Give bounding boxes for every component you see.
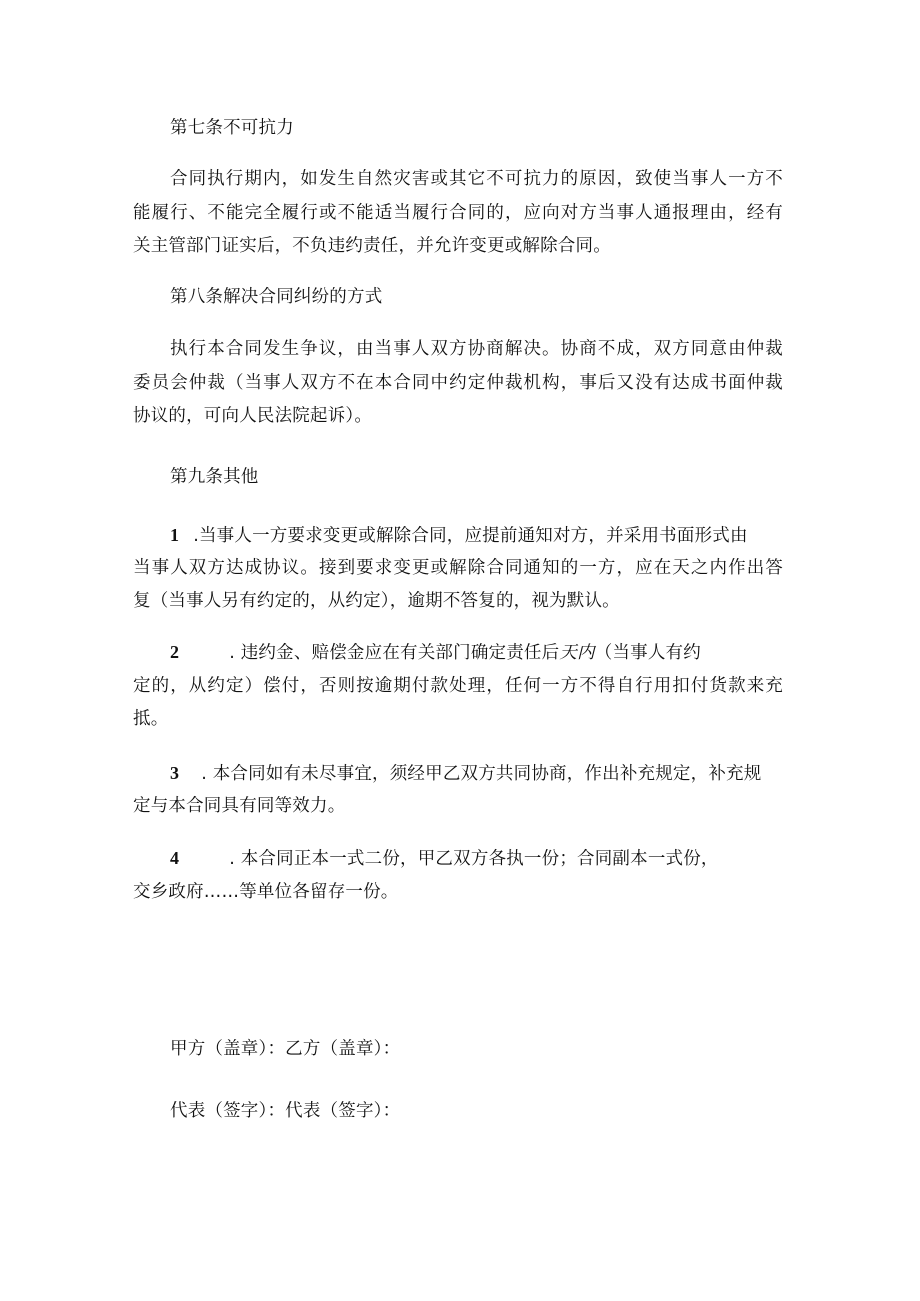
article7-line-2: 能履行、不能完全履行或不能适当履行合同的，应向对方当事人通报理由，经有 <box>133 203 783 223</box>
item2-line-2: 定的，从约定）偿付，否则按逾期付款处理，任何一方不得自行用扣付货款来充 <box>133 676 783 696</box>
item1-line-3: 复（当事人另有约定的，从约定），逾期不答复的，视为默认。 <box>133 591 620 611</box>
item1-number: 1 <box>170 525 180 545</box>
article8-line-2: 委员会仲裁（当事人双方不在本合同中约定仲裁机构，事后又没有达成书面仲裁 <box>133 373 783 393</box>
item2-first-line <box>170 635 783 670</box>
item3-line-2: 定与本合同具有同等效力。 <box>133 796 346 816</box>
item3-first-line <box>170 756 783 791</box>
article8-heading: 第八条解决合同纠纷的方式 <box>170 287 383 307</box>
article8-line-1: 执行本合同发生争议，由当事人双方协商解决。协商不成，双方同意由仲裁 <box>170 339 783 359</box>
item2-line-3: 抵。 <box>133 709 169 729</box>
item1-first-line <box>170 518 783 553</box>
item4-line-2: 交乡政府……等单位各留存一份。 <box>133 882 399 902</box>
item2-first-text-italic: 天内 <box>559 643 595 663</box>
item3-number: 3 <box>170 763 180 783</box>
sign-line: 代表（签字）：代表（签字）： <box>170 1101 401 1121</box>
item2-first-text-b: （当事人有约 <box>594 643 701 663</box>
item3-first-text: . 本合同如有未尽事宜，须经甲乙双方共同协商，作出补充规定，补充规 <box>201 764 762 784</box>
seal-line: 甲方（盖章）：乙方（盖章）： <box>170 1039 401 1059</box>
item4-first-line <box>170 841 783 876</box>
article7-heading: 第七条不可抗力 <box>170 118 294 138</box>
article9-heading: 第九条其他 <box>170 467 259 487</box>
item2-number: 2 <box>170 642 180 662</box>
article7-line-1: 合同执行期内，如发生自然灾害或其它不可抗力的原因，致使当事人一方不 <box>170 169 783 189</box>
item1-line-2: 当事人双方达成协议。接到要求变更或解除合同通知的一方，应在天之内作出答 <box>133 558 783 578</box>
item4-first-text: . 本合同正本一式二份，甲乙双方各执一份；合同副本一式份， <box>229 849 719 869</box>
item2-first-text-a: . 违约金、赔偿金应在有关部门确定责任后 <box>229 643 560 663</box>
item4-number: 4 <box>170 848 180 868</box>
item1-first-text: .当事人一方要求变更或解除合同，应提前通知对方，并采用书面形式由 <box>193 526 748 546</box>
article8-line-3: 协议的，可向人民法院起诉）。 <box>133 406 373 426</box>
article7-line-3: 关主管部门证实后，不负违约责任，并允许变更或解除合同。 <box>133 236 611 256</box>
